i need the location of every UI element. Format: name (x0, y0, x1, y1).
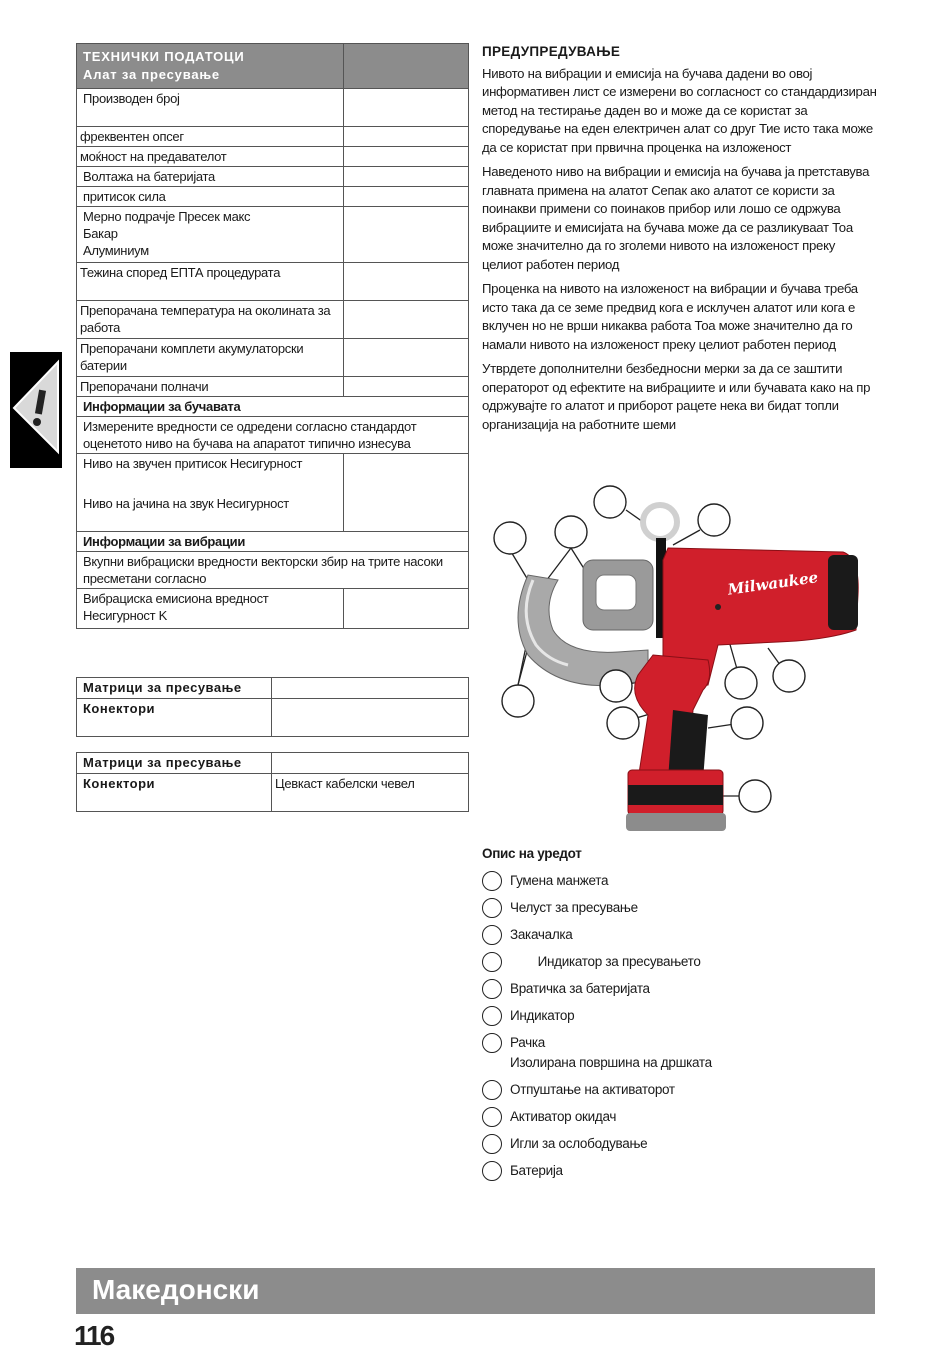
spec-label (77, 207, 344, 263)
spec-label-line: Мерно подрачје Пресек макс (83, 209, 251, 224)
table-row (77, 753, 469, 774)
spec-value (344, 89, 469, 127)
spec-label: Препорачана температура на околината за работа (77, 301, 344, 339)
noise-values-row (77, 454, 469, 532)
list-item (482, 1134, 878, 1154)
item-label: Изолирана површина на дршката (510, 1055, 712, 1070)
number-circle-icon (482, 1080, 502, 1100)
table-row (77, 339, 469, 377)
spec-label: Препорачани комплети акумулаторски батерии (77, 339, 344, 377)
matrix-header: Матрици за пресување (77, 678, 272, 699)
item-label: Активатор окидач (510, 1109, 617, 1124)
spec-label: моќност на предавателот (77, 147, 344, 167)
table-row (77, 167, 469, 187)
list-item (482, 1080, 878, 1100)
spec-label: притисок сила (77, 187, 344, 207)
number-circle-icon (482, 1161, 502, 1181)
item-label: Отпуштање на активаторот (510, 1082, 675, 1097)
number-circle-icon (482, 1033, 502, 1053)
table-row (77, 127, 469, 147)
specs-header-title: ТЕХНИЧКИ ПОДАТОЦИ (83, 49, 245, 64)
list-item (482, 1107, 878, 1127)
list-item (482, 925, 878, 945)
vibration-title: Информации за вибрации (77, 532, 469, 552)
device-description (482, 846, 878, 1188)
table-row (77, 377, 469, 397)
table-row (77, 89, 469, 127)
spec-value (344, 127, 469, 147)
specs-header-subtitle: Алат за пресување (83, 67, 220, 82)
noise-intro-row (77, 417, 469, 454)
number-circle-icon (482, 1006, 502, 1026)
warning-paragraph-4: Утврдете дополнителни безбедносни мерки за да се заштити операторот од ефектите на вибрациите и или бучавата како на пр одржувајте го алатот и приборот рацете нека ви бидат топли организација на работните шеми (482, 361, 871, 432)
noise-intro: Измерените вредности се одредени согласно стандардот оценетото ниво на бучава на апаратот типично изнесува (77, 417, 469, 454)
press-tool-illustration (488, 480, 878, 840)
specs-header (77, 44, 344, 89)
list-item (482, 1161, 878, 1181)
matrix-value: Цевкаст кабелски чевел (272, 774, 469, 812)
specs-header-row (77, 44, 469, 89)
item-label: Челуст за пресување (510, 900, 638, 915)
list-item (482, 979, 878, 999)
matrix-label: Конектори (77, 774, 272, 812)
item-label: Закачалка (510, 927, 573, 942)
spec-value (344, 301, 469, 339)
description-title: Опис на уредот (482, 846, 582, 861)
matrix-value (272, 699, 469, 737)
spec-value (344, 377, 469, 397)
number-circle-icon (482, 871, 502, 891)
table-row (77, 774, 469, 812)
item-label-group (510, 1033, 878, 1073)
item-label: Вратичка за батеријата (510, 981, 650, 996)
table-row (77, 207, 469, 263)
warning-section (482, 43, 878, 440)
spec-value (344, 263, 469, 301)
table-row (77, 678, 469, 699)
noise-labels (77, 454, 344, 532)
noise-title: Информации за бучавата (77, 397, 469, 417)
vibration-emission-label: Вибрациска емисиона вредност (83, 591, 269, 606)
language-label: Македонски (92, 1274, 260, 1305)
list-item (482, 952, 878, 972)
brand-logo: Milwaukee (726, 568, 820, 599)
list-item (482, 898, 878, 918)
item-label: Рачка (510, 1035, 546, 1050)
item-label: Индикатор (510, 1008, 575, 1023)
noise-section-title-row (77, 397, 469, 417)
number-circle-icon (482, 925, 502, 945)
warning-side-tab (10, 352, 62, 468)
warning-paragraph-2: Наведеното ниво на вибрации и емисија на бучава ја претставува главната примена на алатот Сепак ако алатот се користи за поинакви примени со поинаков прибор или лошо се одржува вибрациите и емисијата на бучава може да се разликуваат Тоа може значително да го зголеми нивото на изложеност преку целиот работен период (482, 164, 870, 272)
list-item (482, 871, 878, 891)
spec-label-line: Бакар (83, 226, 118, 241)
number-circle-icon (482, 1134, 502, 1154)
page-number: 116 (74, 1320, 114, 1351)
noise-power-label: Ниво на јачина на звук Несигурност (83, 496, 289, 511)
warning-title: ПРЕДУПРЕДУВАЊЕ (482, 44, 621, 59)
spec-value (344, 207, 469, 263)
spec-label: Препорачани полначи (77, 377, 344, 397)
spec-label-line: Алуминиум (83, 243, 149, 258)
list-item (482, 1006, 878, 1026)
spec-label: Производен број (77, 89, 344, 127)
item-label: Батерија (510, 1163, 563, 1178)
vibration-values-row (77, 589, 469, 629)
number-circle-icon (482, 898, 502, 918)
spec-label: Волтажа на батеријата (77, 167, 344, 187)
spec-value (344, 187, 469, 207)
technical-data-table (76, 43, 469, 629)
spec-value (344, 339, 469, 377)
warning-paragraph-1: Нивото на вибрации и емисија на бучава дадени во овој информативен лист се измерени во согласност со стандардизиран метод на тестирање даден во и може да се користат за споредување на еден електричен алат со друг Тие исто така може да се користат при првична проценка на изложеност (482, 65, 877, 155)
spec-label: фреквентен опсег (77, 127, 344, 147)
matrix-header: Матрици за пресување (77, 753, 272, 774)
table-row (77, 147, 469, 167)
warning-triangle-icon (10, 352, 62, 468)
language-bar (76, 1268, 875, 1314)
spec-value (344, 147, 469, 167)
matrix-table-1 (76, 677, 469, 737)
matrix-label: Конектори (77, 699, 272, 737)
vibration-intro-row (77, 552, 469, 589)
vibration-intro: Вкупни вибрациски вредности векторски збир на трите насоки пресметани согласно (77, 552, 469, 589)
table-row (77, 187, 469, 207)
vibration-section-title-row (77, 532, 469, 552)
table-row (77, 263, 469, 301)
item-label: Индикатор за пресувањето (510, 954, 701, 969)
number-circle-icon (482, 979, 502, 999)
warning-paragraph-3: Проценка на нивото на изложеност на вибрации и бучава треба исто така да се земе предвид кога е исклучен алатот или кога е вклучен но не врши никаква работа Тоа може значително да го намали нивото на изложеност преку целиот работен период (482, 281, 858, 352)
matrix-table-2 (76, 752, 469, 812)
table-row (77, 301, 469, 339)
list-item (482, 1033, 878, 1073)
item-label: Игли за ослободување (510, 1136, 648, 1151)
spec-label: Тежина според ЕПТА процедурата (77, 263, 344, 301)
number-circle-icon (482, 1107, 502, 1127)
number-circle-icon (482, 952, 502, 972)
noise-pressure-label: Ниво на звучен притисок Несигурност (83, 456, 303, 471)
vibration-labels (77, 589, 344, 629)
table-row (77, 699, 469, 737)
item-label: Гумена манжета (510, 873, 609, 888)
vibration-uncertainty-label: Несигурност K (83, 608, 167, 623)
spec-value (344, 167, 469, 187)
